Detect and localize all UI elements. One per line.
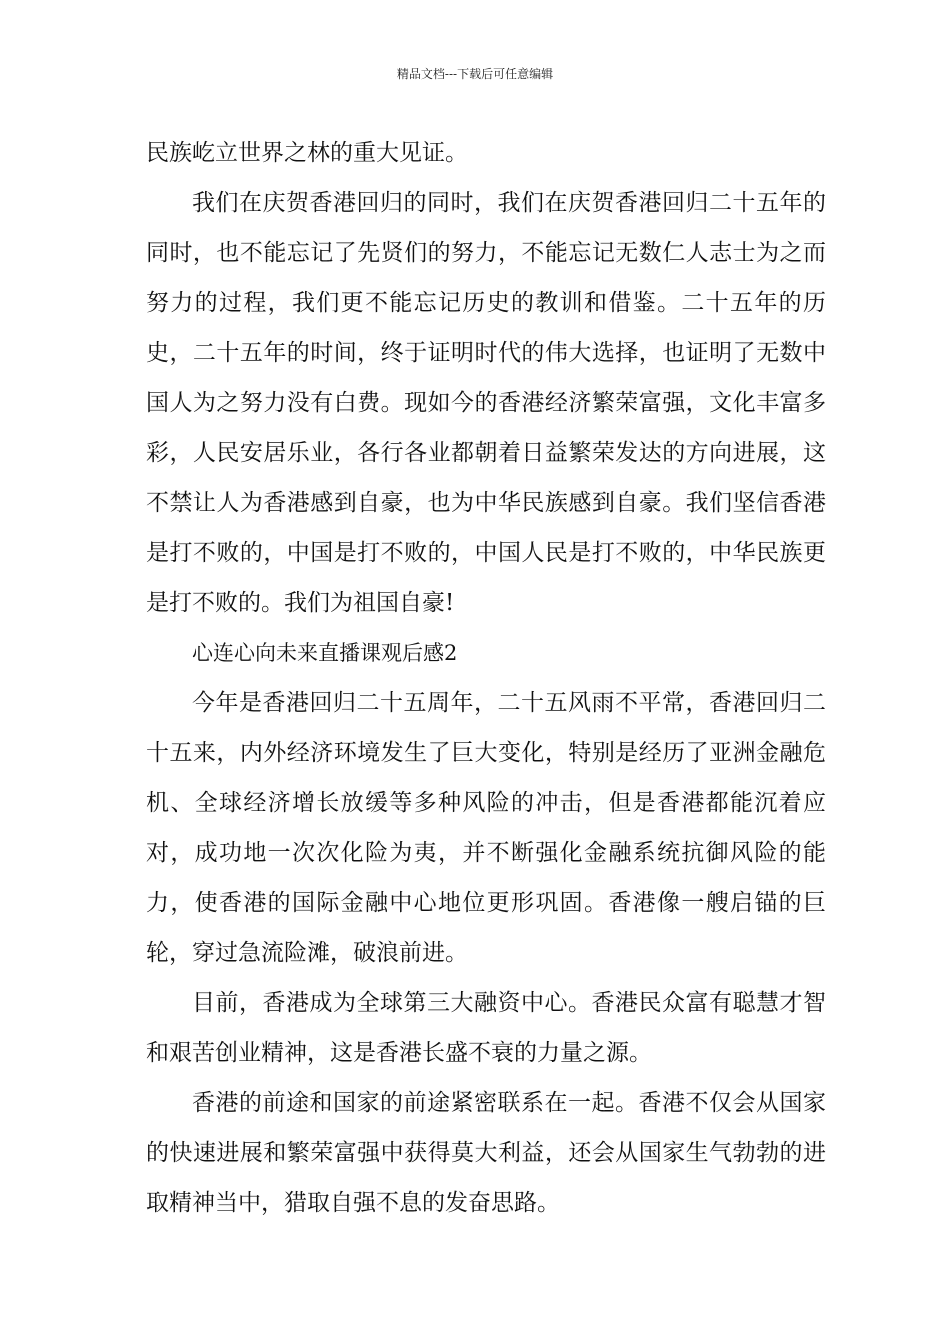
document-body <box>146 128 826 1228</box>
page-header: 精品文档---下载后可任意编辑 <box>396 67 554 81</box>
paragraph: 我们在庆贺香港回归的同时，我们在庆贺香港回归二十五年的同时，也不能忘记了先贤们的努力，不能忘记无数仁人志士为之而努力的过程，我们更不能忘记历史的教训和借鉴。二十五年的历史，二十五年的时间，终于证明时代的伟大选择，也证明了无数中国人为之努力没有白费。现如今的香港经济繁荣富强，文化丰富多彩，人民安居乐业，各行各业都朝着日益繁荣发达的方向进展，这不禁让人为香港感到自豪，也为中华民族感到自豪。我们坚信香港是打不败的，中国是打不败的，中国人民是打不败的，中华民族更是打不败的。我们为祖国自豪! <box>146 190 826 616</box>
paragraph-continuation: 民族屹立世界之林的重大见证。 <box>146 140 468 166</box>
paragraph: 香港的前途和国家的前途紧密联系在一起。香港不仅会从国家的快速进展和繁荣富强中获得莫大利益，还会从国家生气勃勃的进取精神当中，猎取自强不息的发奋思路。 <box>146 1090 826 1216</box>
paragraph: 今年是香港回归二十五周年，二十五风雨不平常，香港回归二十五来，内外经济环境发生了巨大变化，特别是经历了亚洲金融危机、全球经济增长放缓等多种风险的冲击，但是香港都能沉着应对，成功地一次次化险为夷，并不断强化金融系统抗御风险的能力，使香港的国际金融中心地位更形巩固。香港像一艘启锚的巨轮，穿过急流险滩，破浪前进。 <box>146 690 826 966</box>
section-heading: 心连心向未来直播课观后感2 <box>192 641 458 665</box>
paragraph: 目前，香港成为全球第三大融资中心。香港民众富有聪慧才智和艰苦创业精神，这是香港长盛不衰的力量之源。 <box>146 990 826 1066</box>
